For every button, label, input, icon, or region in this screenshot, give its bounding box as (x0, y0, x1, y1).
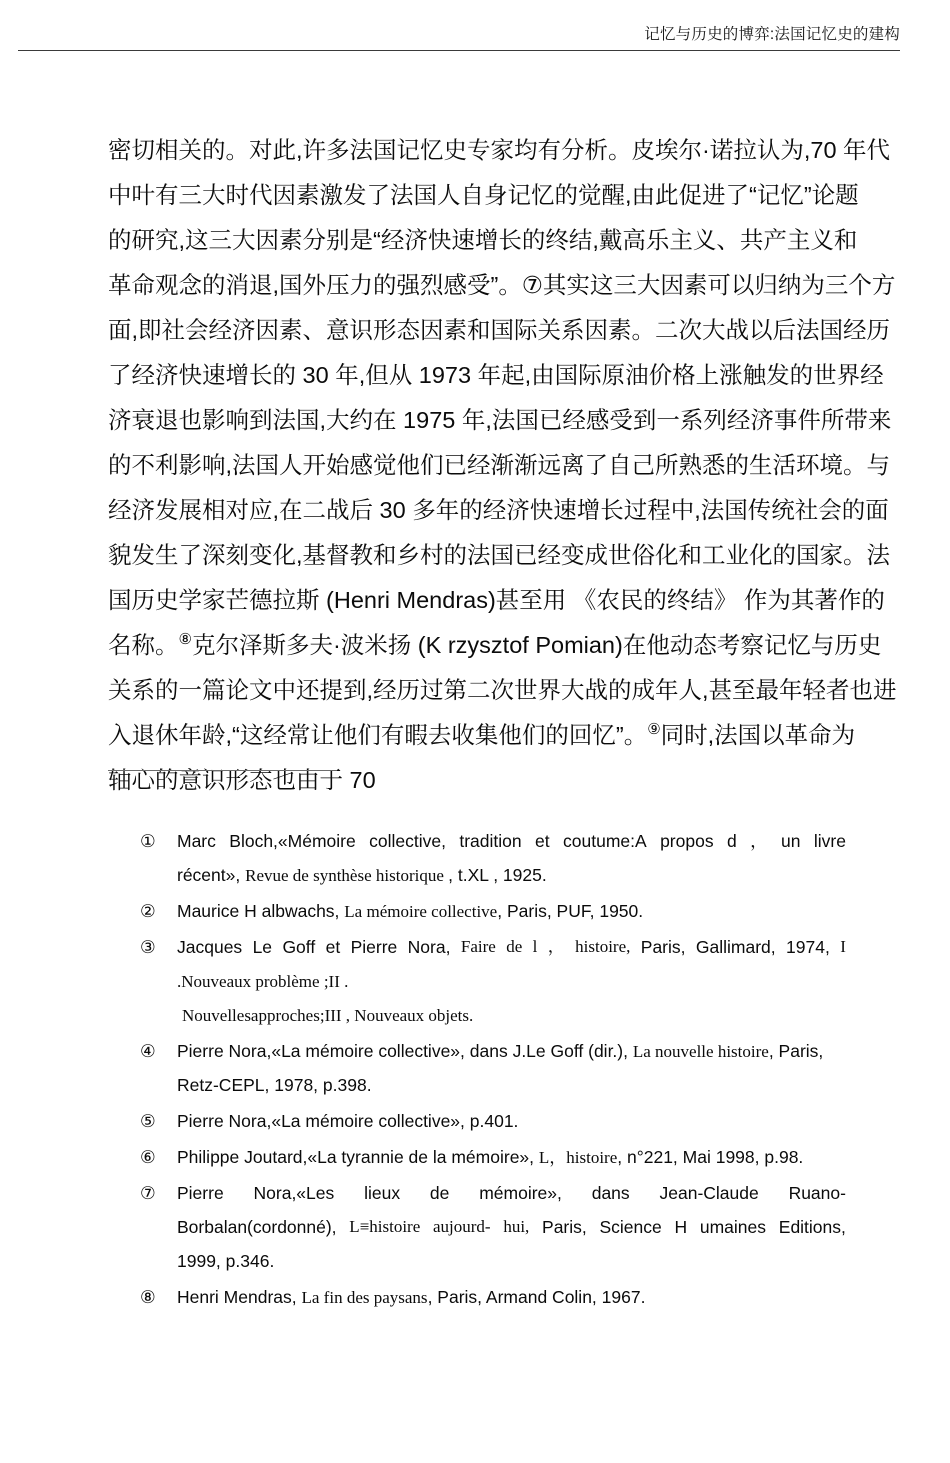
body-line-segment: “记忆” (749, 182, 812, 208)
footnote-line (177, 1210, 846, 1244)
body-line (108, 218, 858, 263)
body-text (108, 128, 897, 803)
footnote-item (140, 1104, 846, 1138)
footnote-number: ④ (140, 1041, 156, 1061)
footnote-number: ② (140, 901, 156, 921)
footnote-number: ③ (140, 937, 156, 957)
footnote-line (177, 858, 846, 892)
body-line (108, 173, 859, 218)
footnote-item (140, 824, 846, 892)
body-line-segment: 由此促进了 (631, 182, 750, 208)
body-line-segment: 面, (108, 317, 139, 343)
footnote-plain-text: et (325, 937, 341, 957)
body-line-segment: 这三大因素分别是 (185, 227, 374, 253)
footnote-plain-text: Jean-Claude (659, 1183, 759, 1203)
footnote-plain-text: livre (813, 831, 846, 851)
body-line-segment: 。 (623, 722, 648, 748)
footnote-title-text: L≡histoire (349, 1217, 421, 1236)
footnote-plain-text: mémoire», (479, 1183, 562, 1203)
body-line-segment: 论题 (811, 182, 859, 208)
footnote-plain-text: Pierre Nora,«La mémoire collective», dans J.Le Goff (dir.), (177, 1041, 633, 1061)
footnote-title-text: Revue de synthèse historique (245, 866, 449, 885)
body-line-segment: “这经常让他们有暇去收集他们的回忆” (232, 722, 624, 748)
footnote-plain-text: tradition (459, 831, 522, 851)
body-line-segment: 革命观念的消退, (108, 272, 280, 298)
body-line-segment: 貌发生了深刻变化, (108, 542, 303, 568)
footnote-title-text: .Nouveaux problème ;II . (177, 972, 349, 991)
footnote-line (177, 824, 846, 858)
body-line-segment: 。⑦其实这三大因素可以归纳为三个方 (498, 272, 896, 298)
body-line-segment: 法国传统社会的面 (700, 497, 889, 523)
body-line-segment: 法国已经感受到一系列经济事件所带来 (491, 407, 892, 433)
footnote-title-text: Faire (460, 937, 496, 956)
footnote-item (140, 1034, 846, 1102)
footnote-text (177, 1104, 846, 1138)
body-line-segment: 济衰退也影响到法国, (108, 407, 327, 433)
footnote-line (177, 1140, 846, 1174)
footnote-plain-text: Retz-CEPL, 1978, p.398. (177, 1075, 372, 1095)
body-line-segment: 大约在 1975 年, (326, 407, 492, 433)
footnote-plain-text: coutume:A (563, 831, 647, 851)
footnote-plain-text: Science (599, 1217, 662, 1237)
footnote-plain-text: de (429, 1183, 450, 1203)
footnote-number: ⑧ (140, 1287, 156, 1307)
footnote-title-text: La nouvelle histoire (632, 1042, 769, 1061)
body-line-segment: 的不利影响, (108, 452, 233, 478)
body-line (108, 443, 891, 488)
footnote-plain-text: d (726, 831, 737, 851)
footnote-line (177, 1176, 846, 1210)
footnote-plain-text: dans (591, 1183, 630, 1203)
footnote-plain-text: Pierre Nora,«La mémoire collective», p.401. (177, 1111, 519, 1131)
footnote-plain-text: lieux (364, 1183, 401, 1203)
footnote-plain-text: Bloch,«Mémoire (229, 831, 356, 851)
body-line: 国历史学家芒德拉斯 (Henri Mendras)甚至用 《农民的终结》 作为其著作的 (108, 587, 885, 613)
body-line (108, 308, 891, 353)
body-line-segment: 中叶有三大时代因素激发了法国人自身记忆的觉醒, (108, 182, 632, 208)
footnote-plain-text: Marc (177, 831, 216, 851)
body-line (108, 398, 892, 443)
footnote-text (177, 1176, 846, 1278)
header-title: 记忆与历史的博弈:法国记忆史的建构 (644, 26, 900, 43)
footnote-line (177, 1280, 846, 1314)
footnote-list (140, 824, 846, 1316)
footnote-title-text: I (840, 937, 846, 956)
footnote-plain-text: , t.XL , 1925. (448, 865, 547, 885)
footnote-title-text: histoire, (575, 937, 631, 956)
footnote-text (177, 894, 846, 928)
footnote-item (140, 1140, 846, 1174)
footnote-reference-mark[interactable]: ⑨ (647, 721, 661, 739)
footnote-plain-text: Jacques (177, 937, 243, 957)
footnote-title-text: La fin des paysans (301, 1288, 428, 1307)
footnote-number: ⑦ (140, 1183, 156, 1203)
body-line-segment: 但从 1973 年起, (365, 362, 532, 388)
footnote-plain-text: Nora, (407, 937, 451, 957)
footnote-plain-text: et (535, 831, 550, 851)
footnote-title-text: L，histoire (538, 1148, 618, 1167)
footnote-plain-text: collective, (369, 831, 446, 851)
body-line-segment: 甚至最年轻者也进 (708, 677, 897, 703)
footnote-plain-text: Goff (282, 937, 316, 957)
footnote-title-text: l (532, 937, 538, 956)
footnote-plain-text: Henri Mendras, (177, 1287, 302, 1307)
body-line-segment: “经济快速增长的终结, (373, 227, 599, 253)
footnote-text (177, 930, 846, 1032)
footnote-plain-text: , Paris, Armand Colin, 1967. (427, 1287, 646, 1307)
body-line (108, 623, 882, 668)
footnote-text (177, 824, 846, 892)
body-line-segment: 名称。 (108, 632, 179, 658)
footnote-title-text: La mémoire collective (344, 902, 498, 921)
footnote-plain-text: Ruano- (788, 1183, 846, 1203)
footnote-separator (108, 770, 330, 771)
body-line-segment: 在二战后 30 多年的经济快速增长过程中, (279, 497, 701, 523)
body-line-segment: 经济发展相对应, (108, 497, 280, 523)
footnote-reference-mark[interactable]: ⑧ (178, 631, 192, 649)
footnote-text (177, 1280, 846, 1314)
body-line-segment: 同时, (660, 722, 715, 748)
footnote-title-text: ， (547, 937, 565, 956)
footnote-line (177, 1244, 846, 1278)
footnote-plain-text: H (674, 1217, 688, 1237)
body-line (108, 488, 889, 533)
footnote-number: ⑥ (140, 1147, 156, 1167)
footnote-plain-text: un (780, 831, 801, 851)
body-line-segment: 克尔泽斯多夫·波米扬 (K rzysztof Pomian)在他动态考察记忆与历史 (191, 632, 882, 658)
body-line-segment: 了经济快速增长的 30 年, (108, 362, 366, 388)
body-line: 轴心的意识形态也由于 70 (108, 767, 376, 793)
footnote-line (177, 894, 846, 928)
footnote-title-text: hui, (503, 1217, 530, 1236)
footnote-line (177, 998, 846, 1032)
header-rule (18, 50, 900, 51)
footnote-title-text: de (506, 937, 523, 956)
footnote-plain-text: , Paris, PUF, 1950. (497, 901, 644, 921)
footnote-plain-text: Borbalan(cordonné), (177, 1217, 337, 1237)
footnote-plain-text: ， (750, 831, 768, 851)
footnote-plain-text: umaines (699, 1217, 767, 1237)
body-line (108, 128, 891, 173)
footnote-text (177, 1034, 846, 1102)
footnote-plain-text: Gallimard, (695, 937, 776, 957)
footnote-item (140, 930, 846, 1032)
body-line-segment: 戴高乐主义、共产主义和 (598, 227, 858, 253)
footnote-plain-text: , n°221, Mai 1998, p.98. (617, 1147, 804, 1167)
body-line-segment: 法国以革命为 (714, 722, 856, 748)
footnote-plain-text: Paris, (542, 1217, 587, 1237)
footnote-plain-text: Pierre (177, 1183, 224, 1203)
footnote-plain-text: propos (660, 831, 714, 851)
footnote-plain-text: 1999, p.346. (177, 1251, 275, 1271)
footnote-title-text: aujourd- (432, 1217, 491, 1236)
footnote-plain-text: Nora,«Les (253, 1183, 335, 1203)
footnote-plain-text: Pierre (350, 937, 398, 957)
body-line-segment: 法国人开始感觉他们已经渐渐远离了自己所熟悉的生活环境。与 (232, 452, 891, 478)
body-line (108, 668, 897, 713)
body-line-segment: 许多法国记忆史专家均有分析。皮埃尔·诺拉认为, (302, 137, 811, 163)
footnote-plain-text: Editions, (778, 1217, 846, 1237)
body-line-segment: 基督教和乡村的法国已经变成世俗化和工业化的国家。法 (302, 542, 891, 568)
page-header (0, 0, 950, 52)
footnote-item (140, 1176, 846, 1278)
footnote-plain-text: récent», (177, 865, 246, 885)
footnote-line (177, 930, 846, 964)
body-line-segment: 密切相关的。对此, (108, 137, 303, 163)
body-line-segment: 的研究, (108, 227, 186, 253)
body-line-segment: 关系的一篇论文中还提到, (108, 677, 374, 703)
footnote-title-text: Nouvellesapproches;III , Nouveaux objets. (182, 1006, 474, 1025)
body-line-segment: 即社会经济因素、意识形态因素和国际关系因素。二次大战以后法国经历 (138, 317, 891, 343)
footnote-plain-text: , Paris, (768, 1041, 824, 1061)
footnote-plain-text: Philippe Joutard,«La tyrannie de la mémoire», (177, 1147, 539, 1167)
footnote-line (177, 1034, 846, 1068)
body-line (108, 713, 856, 758)
footnote-plain-text: Maurice H albwachs, (177, 901, 345, 921)
body-line (108, 353, 884, 398)
body-line-segment: 经历过第二次世界大战的成年人, (373, 677, 709, 703)
body-line-segment: 入退休年龄, (108, 722, 233, 748)
footnote-text (177, 1140, 846, 1174)
body-line-segment: 70 年代 (810, 137, 891, 163)
body-line (108, 533, 891, 578)
footnote-number: ① (140, 831, 156, 851)
body-line-segment: 由国际原油价格上涨触发的世界经 (531, 362, 884, 388)
footnote-line (177, 1068, 846, 1102)
footnote-plain-text: 1974, (786, 937, 830, 957)
footnote-number: ⑤ (140, 1111, 156, 1131)
footnote-item (140, 1280, 846, 1314)
footnote-line (177, 1104, 846, 1138)
body-line-segment: 国外压力的强烈感受” (279, 272, 499, 298)
footnote-line (177, 964, 846, 998)
body-line (108, 263, 896, 308)
footnote-plain-text: Le (252, 937, 273, 957)
footnote-item (140, 894, 846, 928)
footnote-plain-text: Paris, (640, 937, 686, 957)
